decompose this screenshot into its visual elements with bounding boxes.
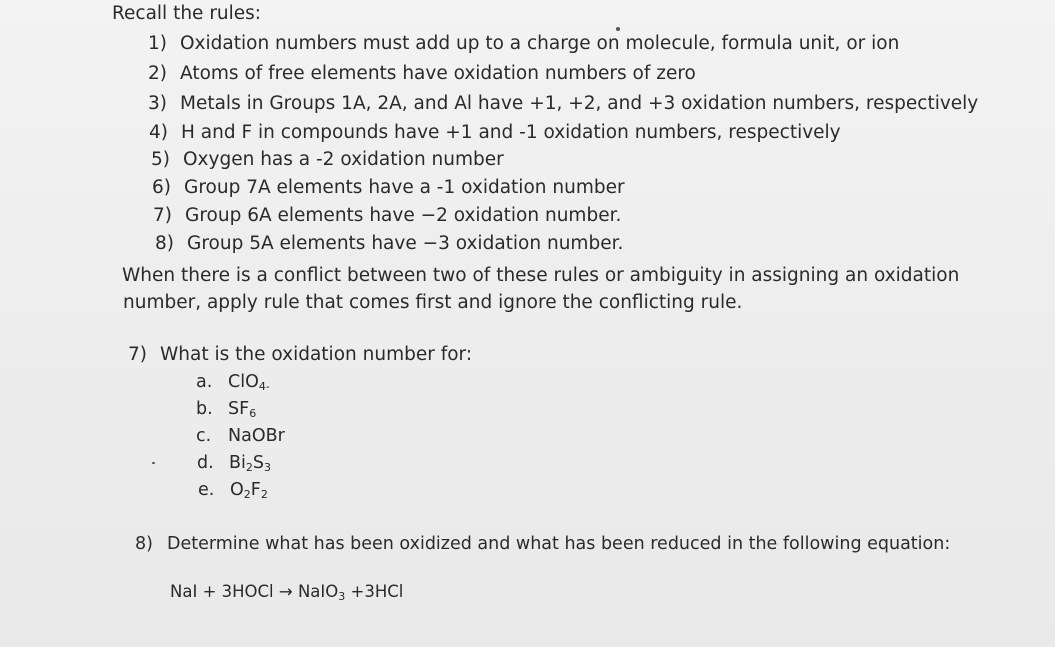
- rule-item: [152, 176, 625, 200]
- rule-item: [151, 148, 504, 172]
- rule-number: 4): [149, 122, 168, 143]
- formula-subscript: 2: [243, 488, 251, 501]
- formula-part: Bi: [229, 453, 246, 473]
- rule-item: [148, 92, 978, 116]
- conflict-note-line-1: When there is a conflict between two of these rules or ambiguity in assigning an oxidation: [122, 265, 960, 286]
- answer-item-e: [198, 478, 268, 502]
- rule-text: Atoms of free elements have oxidation numbers of zero: [180, 63, 696, 84]
- formula-subscript: 2: [245, 461, 253, 474]
- rule-text: Group 7A elements have a -1 oxidation number: [184, 177, 625, 198]
- rule-item: [153, 204, 621, 228]
- answer-item-c: [196, 424, 285, 448]
- rule-number: 6): [152, 177, 171, 198]
- rule-text: Oxygen has a -2 oxidation number: [183, 149, 504, 170]
- rule-number: 8): [155, 233, 174, 254]
- speck-mark: [616, 27, 620, 31]
- rule-number: 2): [148, 63, 167, 84]
- answer-item-a: [196, 370, 270, 394]
- formula-subscript: 6: [249, 407, 257, 420]
- rule-item: [149, 121, 841, 145]
- formula-part: O: [230, 480, 244, 500]
- rule-number: 3): [148, 93, 167, 114]
- rules-heading: Recall the rules:: [112, 3, 262, 24]
- equation-left: NaI + 3HOCl: [170, 582, 274, 601]
- answer-item-b: [196, 397, 256, 421]
- formula-part: S: [252, 453, 264, 473]
- formula-part: F: [250, 480, 261, 500]
- question-text: Determine what has been oxidized and what has been reduced in the following equation:: [167, 534, 951, 554]
- rule-text: Group 5A elements have −3 oxidation number.: [187, 233, 624, 254]
- rule-text: H and F in compounds have +1 and -1 oxidation numbers, respectively: [181, 122, 841, 143]
- formula-part: NaOBr: [228, 426, 285, 446]
- rule-text: Group 6A elements have −2 oxidation number.: [185, 205, 622, 226]
- item-letter: b.: [196, 399, 213, 419]
- speck-mark: [152, 462, 155, 464]
- chemical-equation: [170, 580, 403, 604]
- equation-right: NaIO: [297, 582, 339, 601]
- rule-text: Oxidation numbers must add up to a charge on molecule, formula unit, or ion: [180, 33, 900, 54]
- rule-number: 5): [151, 149, 170, 170]
- question-number: 7): [128, 344, 147, 365]
- formula-subscript: 4: [258, 380, 266, 393]
- question-text: What is the oxidation number for:: [160, 344, 473, 365]
- rule-number: 7): [153, 205, 172, 226]
- rule-item: [148, 62, 696, 86]
- formula-charge: -: [265, 380, 270, 393]
- rule-item: [155, 232, 623, 256]
- rule-text: Metals in Groups 1A, 2A, and Al have +1, +2, and +3 oxidation numbers, respectively: [180, 93, 979, 114]
- formula-subscript: 3: [338, 590, 346, 603]
- question-number: 8): [135, 534, 153, 554]
- formula-subscript: 3: [263, 461, 271, 474]
- equation-right-rest: +3HCl: [345, 582, 404, 601]
- item-letter: e.: [198, 480, 215, 500]
- reaction-arrow-icon: →: [278, 582, 293, 601]
- question-8: [135, 532, 950, 556]
- item-letter: a.: [196, 372, 213, 392]
- item-letter: d.: [197, 453, 214, 473]
- conflict-note-line-2: number, apply rule that comes first and ignore the conflicting rule.: [123, 292, 743, 313]
- rule-number: 1): [148, 33, 167, 54]
- answer-item-d: [197, 451, 271, 475]
- item-letter: c.: [196, 426, 212, 446]
- formula-part: SF: [228, 399, 250, 419]
- formula-part: ClO: [228, 372, 259, 392]
- question-7: [128, 343, 472, 367]
- rule-item: [148, 32, 899, 56]
- formula-subscript: 2: [260, 488, 268, 501]
